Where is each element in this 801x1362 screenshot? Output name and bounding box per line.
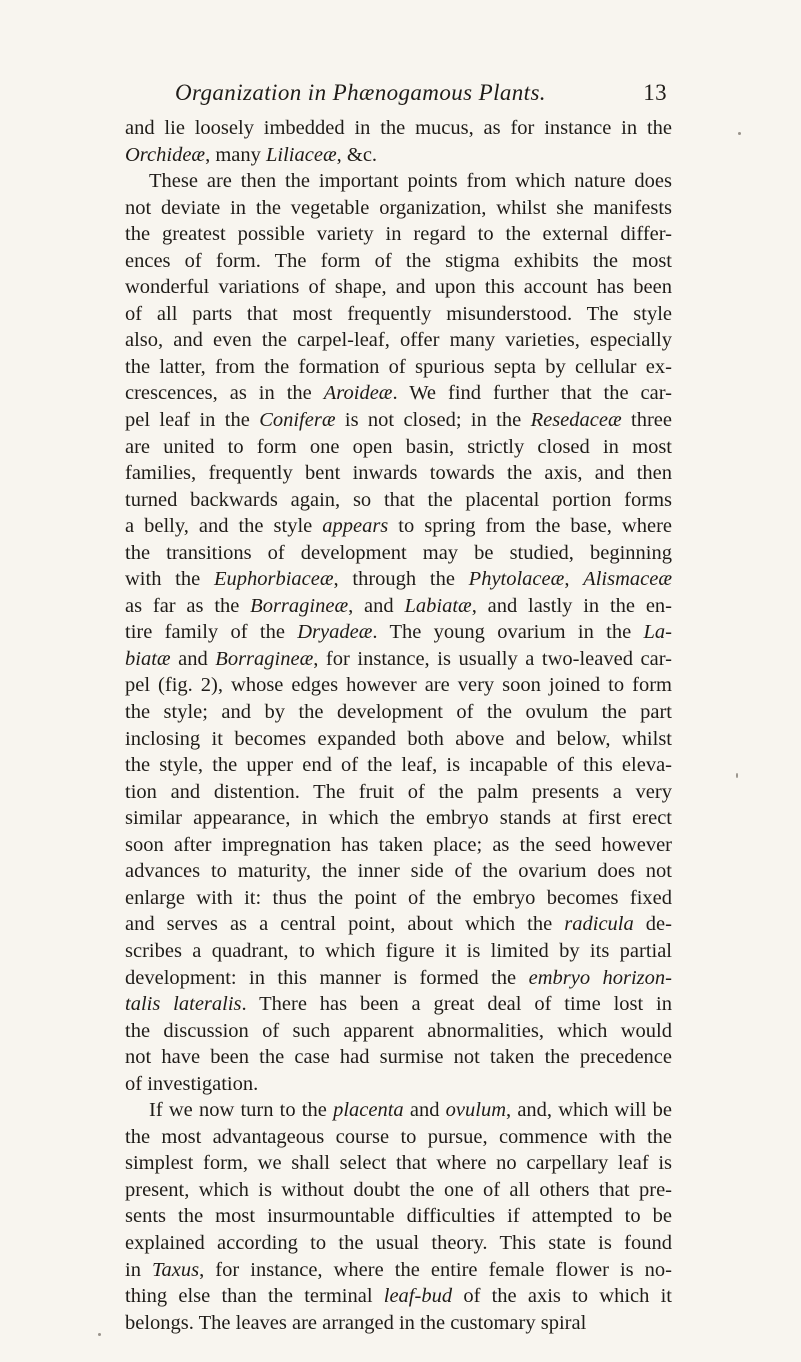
italic-text: Labiatæ (404, 594, 472, 617)
text-run: , and (348, 594, 405, 617)
text-line (125, 1071, 672, 1098)
italic-text: Alismaceæ (583, 568, 672, 591)
text-line (125, 646, 672, 673)
text-line (125, 885, 672, 912)
text-run: crescences, as in the (125, 382, 324, 405)
running-header (175, 80, 667, 112)
text-run: soon after impregnation has taken place; as the seed however (125, 833, 672, 856)
text-line (125, 566, 672, 593)
text-run: and serves as a central point, about which the (125, 913, 565, 936)
italic-text: ovulum (445, 1099, 507, 1122)
italic-text: Orchideæ (125, 143, 206, 166)
body-text (125, 115, 672, 1336)
text-run: the style; and by the development of the ovulum the part (125, 701, 672, 724)
text-line (125, 460, 672, 487)
text-run: ences of form. The form of the stigma exhibits the most (125, 249, 672, 272)
italic-text: Taxus (152, 1258, 200, 1281)
text-run: turned backwards again, so that the placental portion forms (125, 488, 672, 511)
text-run: , for instance, where the entire female flower is no- (199, 1258, 672, 1281)
text-line (125, 1018, 672, 1045)
text-line (125, 1310, 672, 1337)
text-run: present, which is without doubt the one of all others that pre- (125, 1178, 672, 1201)
text-run: to spring from the base, where (388, 515, 672, 538)
text-run: These are then the important points from which nature does (149, 170, 672, 193)
text-line (125, 301, 672, 328)
text-run: thing else than the terminal (125, 1285, 384, 1308)
text-run: inclosing it becomes expanded both above and below, whilst (125, 727, 672, 750)
running-title: Organization in Phænogamous Plants. (175, 80, 546, 105)
text-run: , (564, 568, 584, 591)
text-line (125, 938, 672, 965)
italic-text: radicula (564, 913, 634, 936)
text-line (125, 434, 672, 461)
text-line (125, 195, 672, 222)
text-run: the most advantageous course to pursue, commence with the (125, 1125, 672, 1148)
text-line (125, 513, 672, 540)
text-line (125, 593, 672, 620)
text-line (125, 115, 672, 142)
text-run: as far as the (125, 594, 251, 617)
italic-text: Borragineæ (215, 647, 314, 670)
text-line (125, 407, 672, 434)
text-run: , and, which will be (506, 1099, 672, 1122)
text-line (125, 779, 672, 806)
text-run: simplest form, we shall select that where no carpellary leaf is (125, 1152, 672, 1175)
text-line (125, 991, 672, 1018)
italic-text: Borragineæ (250, 594, 349, 617)
text-run: the style, the upper end of the leaf, is incapable of this eleva- (125, 754, 672, 777)
text-line (125, 832, 672, 859)
paper-speck (738, 132, 741, 135)
text-run: of all parts that most frequently misunderstood. The style (125, 302, 672, 325)
italic-text: placenta (333, 1099, 404, 1122)
text-line (125, 540, 672, 567)
paper-speck (736, 773, 738, 778)
text-run: and (403, 1099, 446, 1122)
text-run: families, frequently bent inwards towards the axis, and then (125, 462, 672, 485)
text-line (125, 1124, 672, 1151)
text-run: pel leaf in the (125, 409, 260, 432)
text-run: of investigation. (125, 1072, 259, 1095)
text-line (125, 248, 672, 275)
text-line (125, 274, 672, 301)
text-line (125, 1257, 672, 1284)
text-run: not deviate in the vegetable organization, whilst she manifests (125, 196, 672, 219)
text-run: explained according to the usual theory. This state is found (125, 1231, 672, 1254)
text-line (125, 380, 672, 407)
text-run: and (170, 647, 216, 670)
text-line (125, 1177, 672, 1204)
text-run: . We find further that the car- (392, 382, 672, 405)
text-line (125, 858, 672, 885)
italic-text: embryo horizon- (528, 966, 672, 989)
text-line (125, 168, 672, 195)
text-line (125, 699, 672, 726)
italic-text: appears (322, 515, 389, 538)
text-run: enlarge with it: thus the point of the embryo becomes fixed (125, 886, 672, 909)
text-run: three (621, 409, 672, 432)
text-run: scribes a quadrant, to which figure it is limited by its partial (125, 939, 672, 962)
italic-text: Euphorbiaceæ (213, 568, 334, 591)
text-run: development: in this manner is formed the (125, 966, 529, 989)
text-run: . The young ovarium in the (372, 621, 644, 644)
text-run: the transitions of development may be studied, beginning (125, 541, 672, 564)
italic-text: talis lateralis (125, 993, 242, 1016)
page-number: 13 (643, 80, 667, 105)
italic-text: Liliaceæ (266, 143, 337, 166)
text-line (125, 1097, 672, 1124)
text-run: , and lastly in the en- (471, 594, 672, 617)
text-line (125, 1044, 672, 1071)
text-run: , for instance, is usually a two-leaved car- (313, 647, 672, 670)
text-run: , many (205, 143, 267, 166)
text-run: the greatest possible variety in regard to the external differ- (125, 223, 672, 246)
text-run: de- (633, 913, 672, 936)
italic-text: Dryadeæ (297, 621, 373, 644)
text-line (125, 487, 672, 514)
text-run: the discussion of such apparent abnormalities, which would (125, 1019, 672, 1042)
text-run: tire family of the (125, 621, 298, 644)
text-run: wonderful variations of shape, and upon this account has been (125, 276, 672, 299)
text-run: not have been the case had surmise not taken the precedence (125, 1046, 672, 1069)
italic-text: La- (643, 621, 672, 644)
text-line (125, 354, 672, 381)
italic-text: biatæ (125, 647, 171, 670)
text-run: , &c. (336, 143, 378, 166)
text-run: sents the most insurmountable difficulties if attempted to be (125, 1205, 672, 1228)
text-run: in (125, 1258, 153, 1281)
text-run: If we now turn to the (149, 1099, 334, 1122)
text-run: and lie loosely imbedded in the mucus, as for instance in the (125, 117, 672, 139)
text-run: also, and even the carpel-leaf, offer many varieties, especially (125, 329, 672, 352)
italic-text: Aroideæ (323, 382, 393, 405)
text-run: of the axis to which it (452, 1285, 672, 1308)
text-run: . There has been a great deal of time lost in (241, 993, 672, 1016)
text-line (125, 1230, 672, 1257)
text-run: a belly, and the style (125, 515, 323, 538)
text-run: the latter, from the formation of spurious septa by cellular ex- (125, 355, 672, 378)
italic-text: Coniferæ (259, 409, 336, 432)
text-line (125, 672, 672, 699)
italic-text: leaf-bud (383, 1285, 453, 1308)
text-line (125, 327, 672, 354)
text-run: , through the (333, 568, 469, 591)
text-line (125, 752, 672, 779)
text-line (125, 805, 672, 832)
text-line (125, 911, 672, 938)
text-run: are united to form one open basin, strictly closed in most (125, 435, 672, 458)
italic-text: Phytolaceæ (468, 568, 565, 591)
text-line (125, 1283, 672, 1310)
text-line (125, 619, 672, 646)
text-line (125, 1150, 672, 1177)
text-line (125, 726, 672, 753)
text-run: tion and distention. The fruit of the palm presents a very (125, 780, 672, 803)
italic-text: Resedaceæ (530, 409, 622, 432)
text-run: belongs. The leaves are arranged in the customary spiral (125, 1311, 587, 1334)
text-run: similar appearance, in which the embryo stands at first erect (125, 807, 672, 830)
text-run: pel (fig. 2), whose edges however are very soon joined to form (125, 674, 672, 697)
text-line (125, 965, 672, 992)
text-line (125, 1203, 672, 1230)
text-run: with the (125, 568, 214, 591)
text-run: advances to maturity, the inner side of the ovarium does not (125, 860, 672, 883)
text-line (125, 221, 672, 248)
text-run: is not closed; in the (335, 409, 531, 432)
paper-speck (98, 1333, 101, 1336)
text-line (125, 142, 672, 169)
